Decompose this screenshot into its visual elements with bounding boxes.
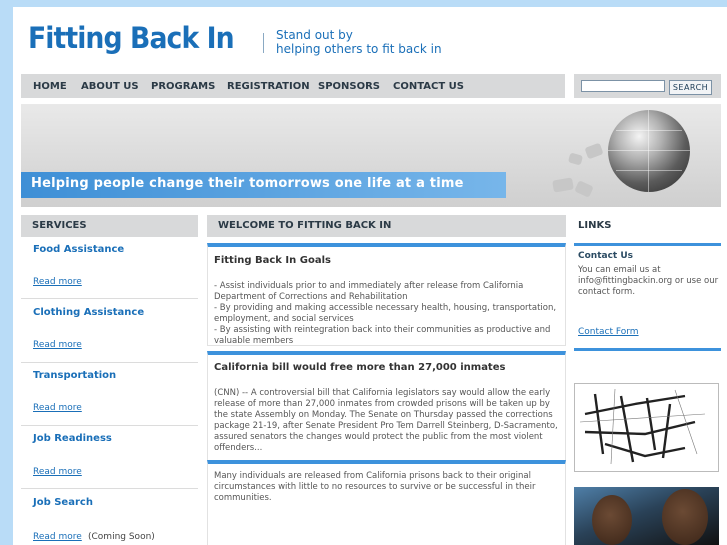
goals-title: Fitting Back In Goals [214, 255, 331, 266]
tagline-line-1: Stand out by [276, 28, 353, 42]
links-divider [574, 348, 721, 351]
people-photo [574, 487, 719, 545]
banner-slogan: Helping people change their tomorrows one life at a time [31, 176, 464, 191]
nav-registration[interactable]: REGISTRATION [227, 81, 310, 92]
nav-sponsors[interactable]: SPONSORS [318, 81, 381, 92]
read-more-link[interactable]: Read more [33, 403, 82, 413]
divider [21, 362, 198, 363]
search-button[interactable]: SEARCH [669, 80, 712, 95]
links-divider [574, 243, 721, 246]
nav-contact-us[interactable]: CONTACT US [393, 81, 464, 92]
divider [21, 488, 198, 489]
welcome-heading: WELCOME TO FITTING BACK IN [207, 215, 566, 237]
logo-divider [263, 33, 264, 53]
service-clothing-assistance[interactable]: Clothing Assistance [33, 307, 145, 318]
nav-programs[interactable]: PROGRAMS [151, 81, 216, 92]
read-more-link[interactable]: Read more [33, 532, 82, 542]
nav-about-us[interactable]: ABOUT US [81, 81, 139, 92]
tagline [276, 28, 442, 56]
contact-title: Contact Us [578, 251, 634, 261]
contact-text: You can email us at info@fittingbackin.org or use our contact form. [578, 265, 719, 297]
divider [21, 425, 198, 426]
tagline-line-2: helping others to fit back in [276, 42, 442, 56]
service-job-search[interactable]: Job Search [33, 497, 93, 508]
read-more-link[interactable]: Read more [33, 467, 82, 477]
service-food-assistance[interactable]: Food Assistance [33, 244, 125, 255]
divider [21, 298, 198, 299]
service-transportation[interactable]: Transportation [33, 370, 117, 381]
services-heading: SERVICES [21, 215, 198, 237]
service-job-readiness[interactable]: Job Readiness [33, 433, 112, 444]
site-logo[interactable]: Fitting Back In [28, 21, 234, 55]
read-more-link[interactable]: Read more [33, 277, 82, 287]
contact-form-link[interactable]: Contact Form [578, 327, 639, 337]
search-input[interactable] [581, 80, 665, 92]
puzzle-globe-image [608, 110, 690, 192]
map-roads-icon [575, 384, 718, 471]
news-text: (CNN) -- A controversial bill that California legislators say would allow the early release of more than 27,000 inmates from crowded prisons will be taken up by the state Assembly on Monday. The Senate on Thursday passed the corrections package 21-19, after Senate President Pro Tem Darrell Steinberg, D-Sacramento, assured senators the changes would protect the public from the most violent offenders... [214, 388, 558, 453]
page [13, 7, 727, 545]
read-more-link[interactable]: Read more [33, 340, 82, 350]
coming-soon-note: (Coming Soon) [88, 532, 155, 542]
news-title[interactable]: California bill would free more than 27,000 inmates [214, 362, 506, 373]
links-heading: LINKS [574, 215, 721, 237]
nav-home[interactable]: HOME [33, 81, 67, 92]
main-nav [21, 74, 565, 98]
directions-map-image[interactable] [574, 383, 719, 472]
goals-text: - Assist individuals prior to and immediately after release from California Department of Corrections and Rehabilitation - By providing and making accessible necessary health, housing, transportation, employment, and social services - By assisting with reintegration back into their communities as productive and valuable members [214, 281, 557, 344]
third-text: Many individuals are released from California prisons back to their original circumstances with little to no resources to survive or be successful in their communities. [214, 471, 536, 503]
